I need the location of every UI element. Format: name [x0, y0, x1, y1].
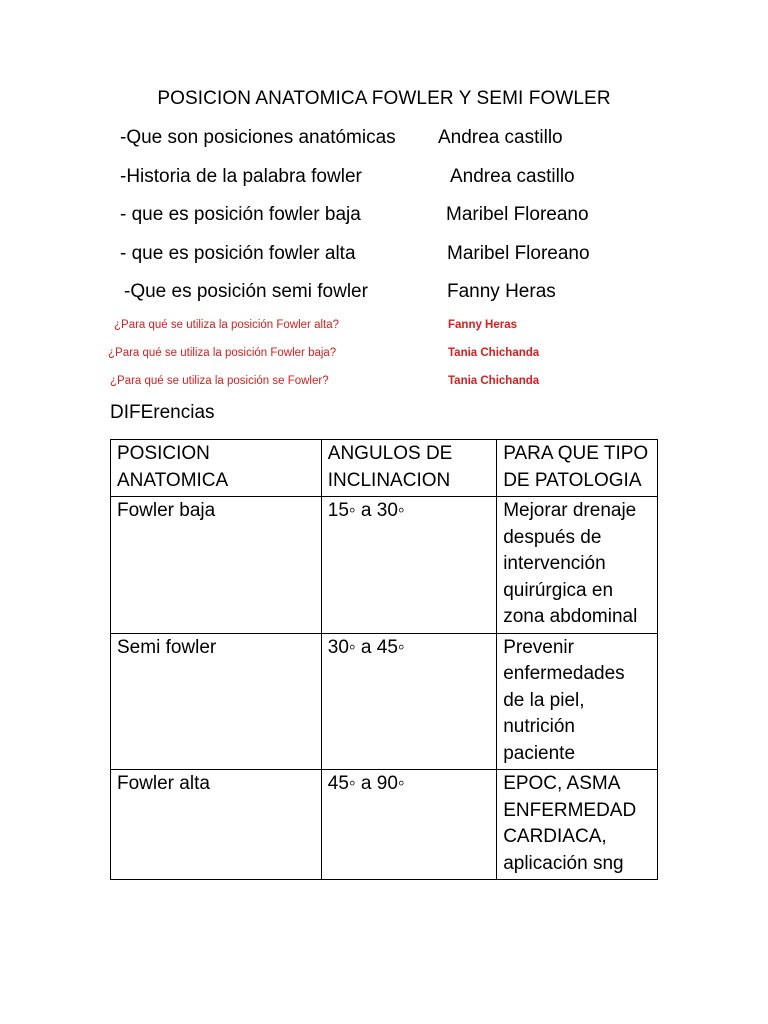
assignment-person: Andrea castillo [450, 166, 575, 187]
assignment-person: Fanny Heras [447, 281, 556, 302]
question-person: Tania Chichanda [448, 375, 540, 387]
question-text: ¿Para qué se utiliza la posición Fowler baja? [108, 347, 337, 359]
assignment-topic: -Que es posición semi fowler [124, 281, 368, 302]
table-header-row [111, 440, 658, 497]
assignment-topic: - que es posición fowler alta [120, 243, 356, 264]
question-person: Tania Chichanda [448, 347, 540, 359]
cell-pathology: Prevenir enfermedades de la piel, nutrición paciente [497, 633, 658, 770]
table-row [111, 770, 658, 880]
differences-heading: DIFErencias [110, 402, 215, 423]
assignment-topic: - que es posición fowler baja [120, 204, 361, 225]
table-row [111, 633, 658, 770]
assignment-person: Andrea castillo [438, 127, 563, 148]
assignment-person: Maribel Floreano [446, 204, 589, 225]
question-person: Fanny Heras [448, 319, 518, 331]
table-row [111, 497, 658, 634]
cell-position: Fowler baja [111, 497, 322, 634]
header-angles: ANGULOS DE INCLINACION [321, 440, 496, 497]
differences-table [110, 439, 658, 880]
document-title: POSICION ANATOMICA FOWLER Y SEMI FOWLER [157, 88, 611, 109]
question-text: ¿Para qué se utiliza la posición se Fowler? [110, 375, 329, 387]
cell-position: Fowler alta [111, 770, 322, 880]
assignment-person: Maribel Floreano [447, 243, 590, 264]
cell-position: Semi fowler [111, 633, 322, 770]
assignment-topic: -Que son posiciones anatómicas [120, 127, 396, 148]
cell-angles: 30◦ a 45◦ [321, 633, 496, 770]
cell-angles: 45◦ a 90◦ [321, 770, 496, 880]
cell-pathology: Mejorar drenaje después de intervención quirúrgica en zona abdominal [497, 497, 658, 634]
assignment-topic: -Historia de la palabra fowler [120, 166, 362, 187]
header-pathology: PARA QUE TIPO DE PATOLOGIA [497, 440, 658, 497]
cell-pathology: EPOC, ASMA ENFERMEDAD CARDIACA, aplicación sng [497, 770, 658, 880]
header-position: POSICION ANATOMICA [111, 440, 322, 497]
question-text: ¿Para qué se utiliza la posición Fowler alta? [114, 319, 340, 331]
cell-angles: 15◦ a 30◦ [321, 497, 496, 634]
